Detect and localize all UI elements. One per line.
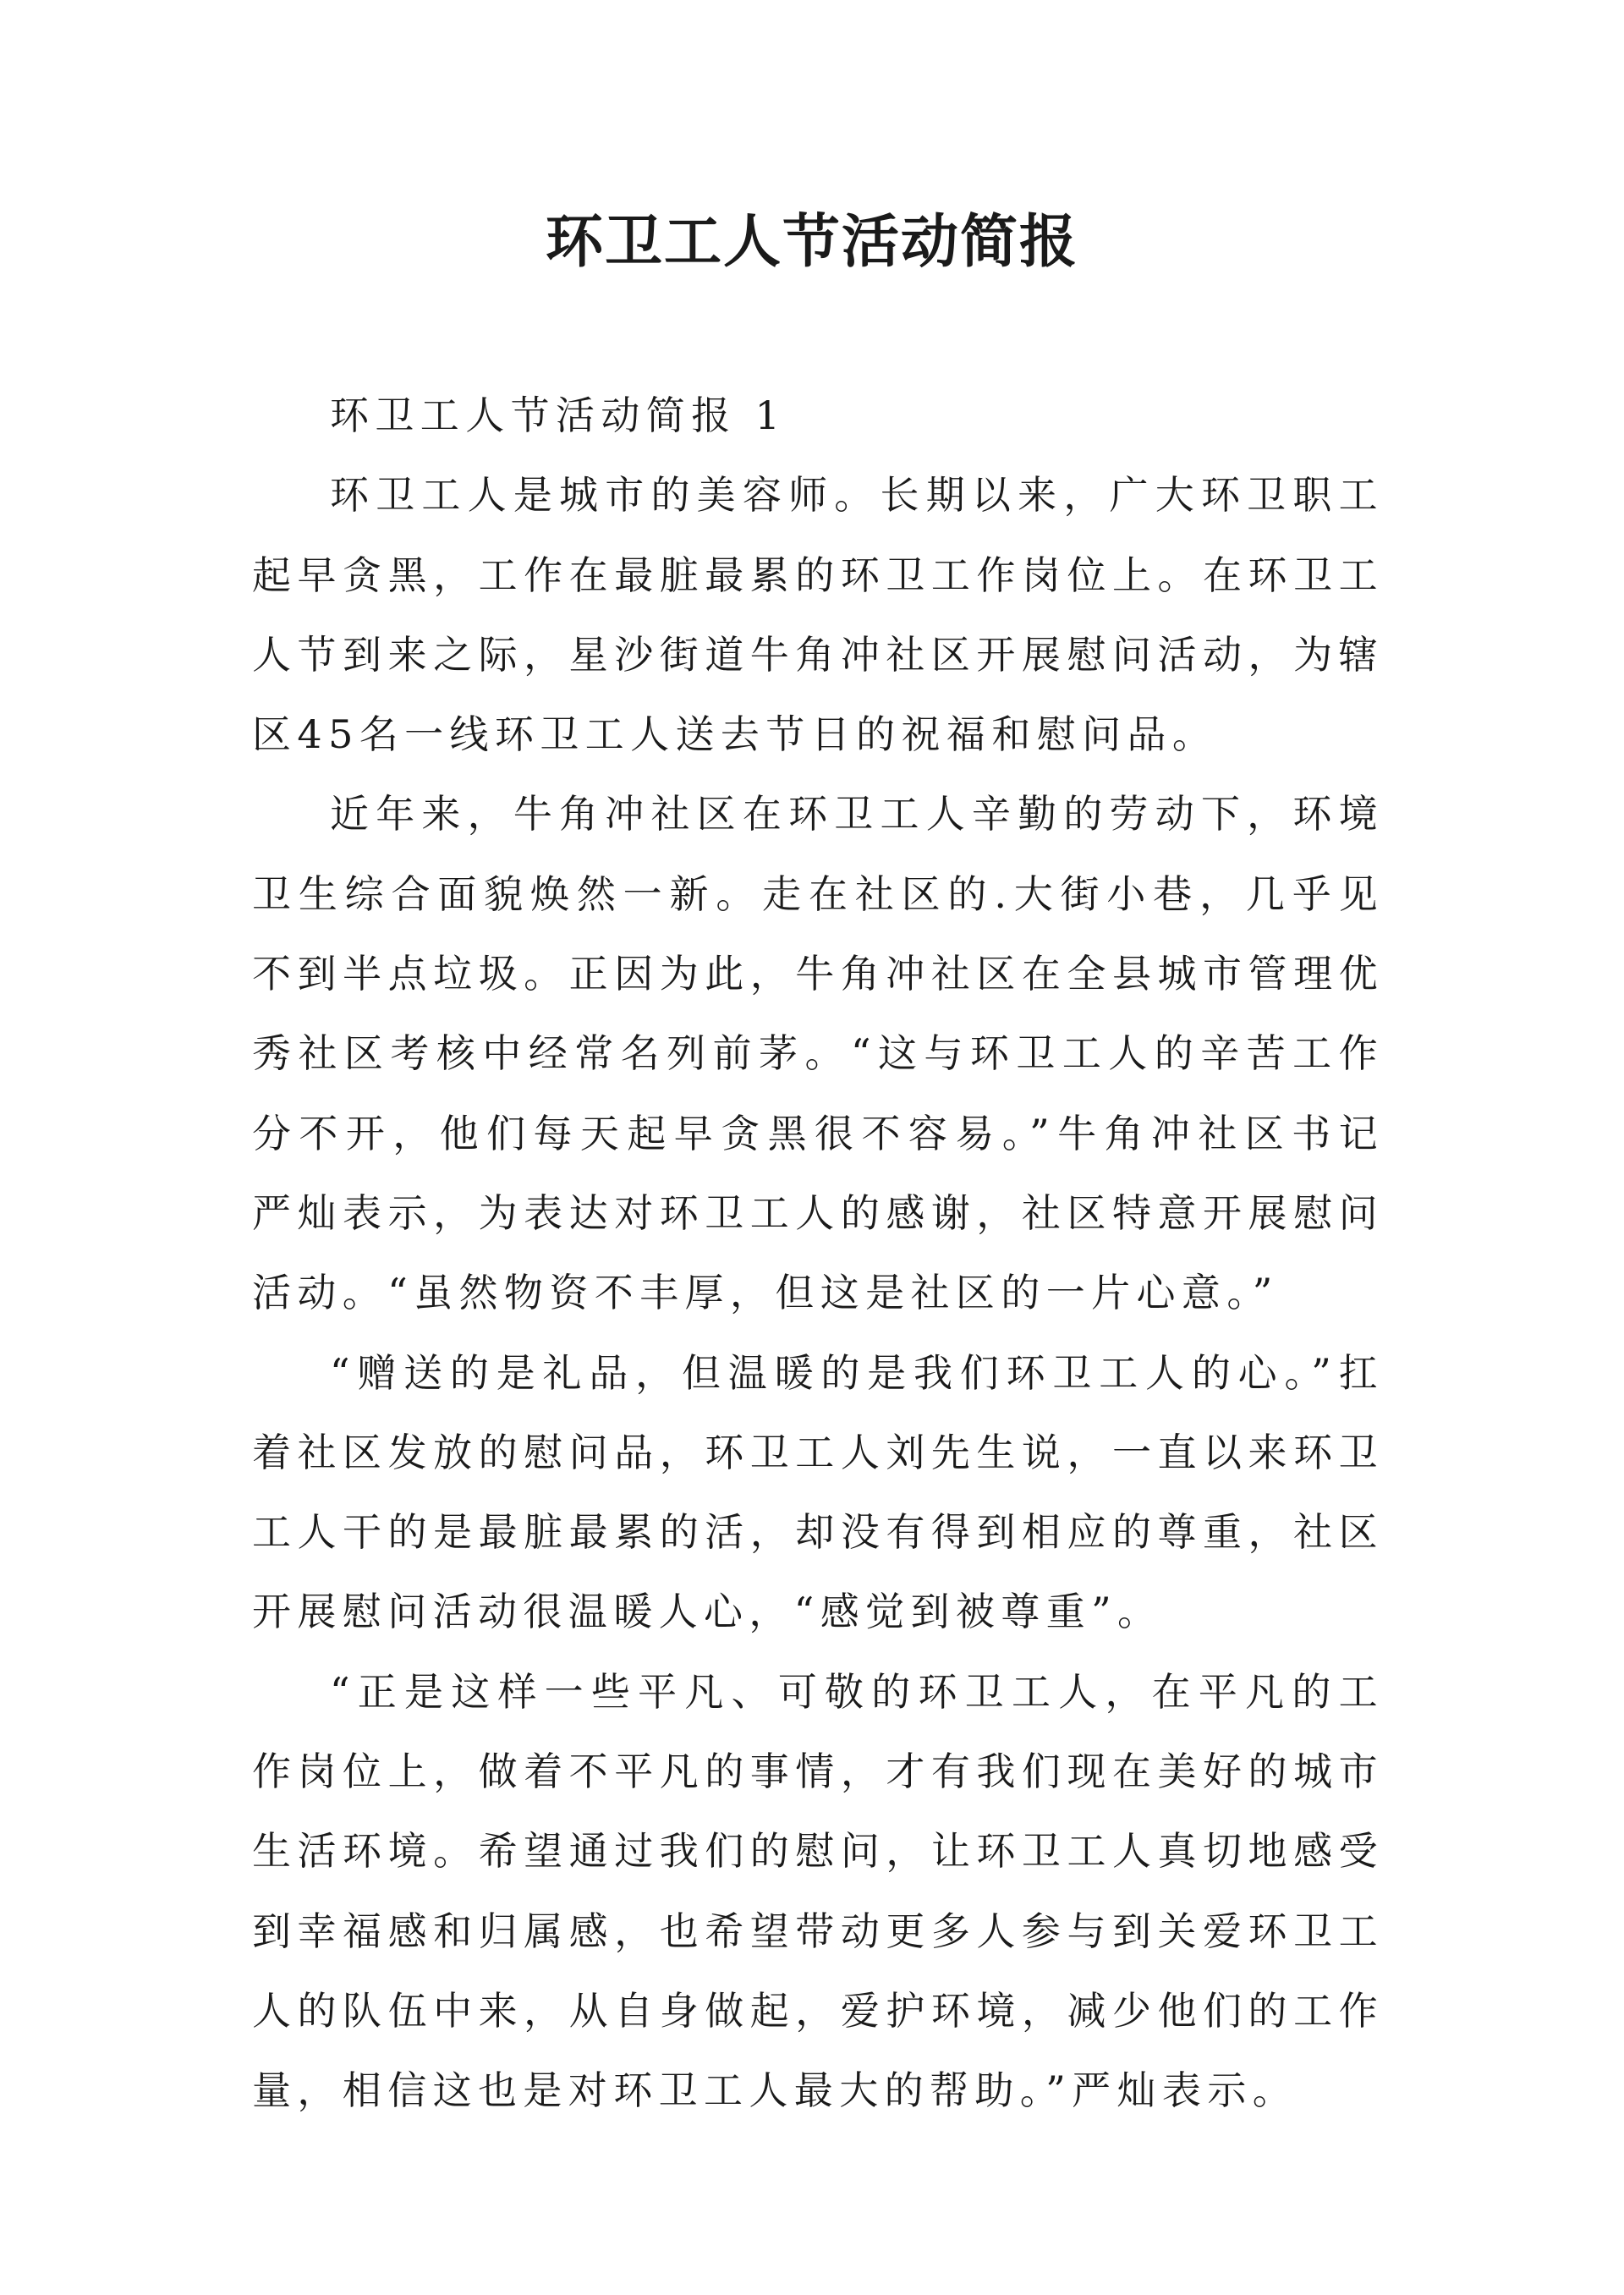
- document-title: 环卫工人节活动简报: [545, 208, 1078, 276]
- paragraph-community: 近年来，牛角冲社区在环卫工人辛勤的劳动下，环境卫生综合面貌焕然一新。走在社区的.大街小巷，几乎见不到半点垃圾。正因为此，牛角冲社区在全县城市管理优秀社区考核中经常名列前茅。“这与环卫工人的辛苦工作分不开，他们每天起早贪黑很不容易。”牛角冲社区书记严灿表示，为表达对环卫工人的感谢，社区特意开展慰问活动。“虽然物资不丰厚，但这是社区的一片心意。”: [252, 791, 1384, 1316]
- paragraph-worker-quote: “赠送的是礼品，但温暖的是我们环卫工人的心。”扛着社区发放的慰问品，环卫工人刘先生说，一直以来环卫工人干的是最脏最累的活，却没有得到相应的尊重，社区开展慰问活动很温暖人心，“感觉到被尊重”。: [252, 1349, 1384, 1635]
- section-heading: 环卫工人节活动简报 1: [330, 393, 787, 438]
- paragraph-secretary-quote: “正是这样一些平凡、可敬的环卫工人，在平凡的工作岗位上，做着不平凡的事情，才有我们现在美好的城市生活环境。希望通过我们的慰问，让环卫工人真切地感受到幸福感和归属感，也希望带动更多人参与到关爱环卫工人的队伍中来，从自身做起，爱护环境，减少他们的工作量，相信这也是对环卫工人最大的帮助。”严灿表示。: [252, 1668, 1384, 2114]
- paragraph-intro: 环卫工人是城市的美容师。长期以来，广大环卫职工起早贪黑，工作在最脏最累的环卫工作岗位上。在环卫工人节到来之际，星沙街道牛角冲社区开展慰问活动，为辖区45名一线环卫工人送去节日的祝福和慰问品。: [252, 472, 1384, 758]
- document-body: [252, 376, 1384, 2131]
